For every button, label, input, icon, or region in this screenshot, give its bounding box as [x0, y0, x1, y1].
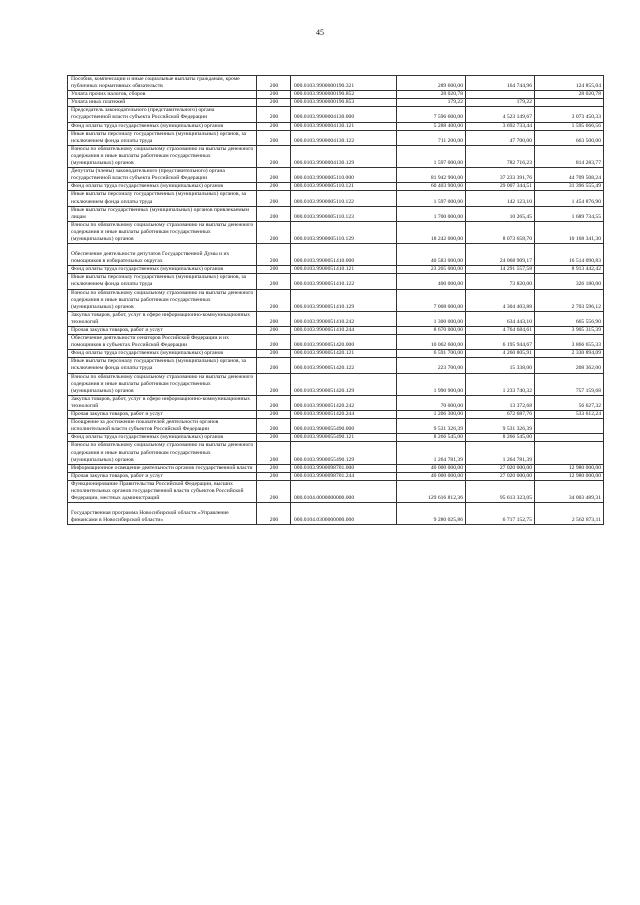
- row-name-cell: Иные выплаты персоналу государственных (муниципальных) органов, за исключением фонда оплаты труда: [68, 130, 257, 145]
- row-name-cell: Депутаты (члены) законодательного (представительного) органа государственной власти субъекта Российской Федерации: [68, 168, 257, 183]
- row-executed-cell: 1 233 740,32: [466, 373, 535, 395]
- row-code-cell: 200: [257, 335, 291, 350]
- row-executed-cell: 8 266 545,00: [466, 434, 535, 442]
- row-name-cell: Информационное освещение деятельности органов государственной власти: [68, 464, 257, 472]
- row-kbk-cell: 000.0103.9900098701.000: [291, 464, 397, 472]
- row-remaining-cell: 8 913 442,42: [535, 266, 604, 274]
- table-row: [68, 107, 604, 122]
- row-remaining-cell: 124 855,04: [535, 76, 604, 91]
- row-remaining-cell: 814 283,77: [535, 145, 604, 167]
- row-executed-cell: 634 443,10: [466, 311, 535, 326]
- table-row: [68, 472, 604, 480]
- row-code-cell: 200: [257, 442, 291, 464]
- row-executed-cell: 10 265,45: [466, 206, 535, 221]
- table-row: [68, 145, 604, 167]
- row-executed-cell: 13 372,68: [466, 395, 535, 410]
- table-row: [68, 442, 604, 464]
- row-code-cell: 200: [257, 480, 291, 502]
- row-executed-cell: 142 123,10: [466, 191, 535, 206]
- row-name-cell: Председатель законодательного (представительного) органа государственной власти субъекта Российской Федерации: [68, 107, 257, 122]
- table-row: [68, 419, 604, 434]
- row-code-cell: 200: [257, 107, 291, 122]
- row-code-cell: 200: [257, 76, 291, 91]
- row-name-cell: Фонд оплаты труда государственных (муниципальных) органов: [68, 183, 257, 191]
- row-code-cell: 200: [257, 99, 291, 107]
- table-row: [68, 221, 604, 243]
- row-executed-cell: 4 764 684,61: [466, 327, 535, 335]
- row-code-cell: 200: [257, 206, 291, 221]
- row-remaining-cell: [535, 442, 604, 464]
- row-remaining-cell: 3 073 450,33: [535, 107, 604, 122]
- row-kbk-cell: 000.0103.9900004130.000: [291, 107, 397, 122]
- row-code-cell: 200: [257, 244, 291, 266]
- table-row: [68, 395, 604, 410]
- row-remaining-cell: 2 703 596,12: [535, 289, 604, 311]
- table-row: [68, 76, 604, 91]
- row-name-cell: Пособия, компенсации и иные социальные выплаты гражданам, кроме публичных нормативных обязательств: [68, 76, 257, 91]
- row-kbk-cell: 000.0103.9900051420.242: [291, 395, 397, 410]
- row-approved-cell: 1 264 781,39: [397, 442, 466, 464]
- row-code-cell: 200: [257, 221, 291, 243]
- row-approved-cell: 81 942 900,00: [397, 168, 466, 183]
- row-remaining-cell: [535, 99, 604, 107]
- row-remaining-cell: 208 362,00: [535, 358, 604, 373]
- row-kbk-cell: 000.0103.9900004130.129: [291, 145, 397, 167]
- row-remaining-cell: 665 556,90: [535, 311, 604, 326]
- row-remaining-cell: 326 180,00: [535, 274, 604, 289]
- row-approved-cell: 70 000,00: [397, 395, 466, 410]
- row-name-cell: Функционирование Правительства Российской Федерации, высших исполнительных органов государственной власти субъектов Российской Федерации, местных администраций: [68, 480, 257, 502]
- row-code-cell: 200: [257, 434, 291, 442]
- row-name-cell: Иные выплаты персоналу государственных (муниципальных) органов, за исключением фонда оплаты труда: [68, 191, 257, 206]
- row-kbk-cell: 000.0103.9900005110.129: [291, 221, 397, 243]
- row-name-cell: Закупка товаров, работ, услуг в сфере информационно-коммуникационных технологий: [68, 395, 257, 410]
- row-name-cell: Прочая закупка товаров, работ и услуг: [68, 472, 257, 480]
- row-remaining-cell: 12 980 000,00: [535, 472, 604, 480]
- row-approved-cell: 179,22: [397, 99, 466, 107]
- table-row: [68, 206, 604, 221]
- row-approved-cell: 23 205 000,00: [397, 266, 466, 274]
- row-executed-cell: 24 068 909,17: [466, 244, 535, 266]
- table-row: [68, 335, 604, 350]
- row-approved-cell: 60 403 900,00: [397, 183, 466, 191]
- row-executed-cell: 37 233 391,76: [466, 168, 535, 183]
- budget-table: [67, 75, 604, 525]
- row-code-cell: 200: [257, 266, 291, 274]
- row-code-cell: 200: [257, 327, 291, 335]
- table-row: [68, 358, 604, 373]
- row-executed-cell: 27 020 000,00: [466, 472, 535, 480]
- row-approved-cell: 1 700 000,00: [397, 206, 466, 221]
- row-approved-cell: 7 008 000,00: [397, 289, 466, 311]
- row-approved-cell: 8 670 000,00: [397, 327, 466, 335]
- row-kbk-cell: 000.0103.9900005110.123: [291, 206, 397, 221]
- row-kbk-cell: 000.0103.9900005110.122: [291, 191, 397, 206]
- row-code-cell: 200: [257, 472, 291, 480]
- row-remaining-cell: 3 905 315,39: [535, 327, 604, 335]
- row-kbk-cell: 000.0103.9900051420.244: [291, 411, 397, 419]
- table-row: [68, 503, 604, 525]
- row-code-cell: 200: [257, 373, 291, 395]
- row-kbk-cell: 000.0103.9900000190.321: [291, 76, 397, 91]
- row-approved-cell: 10 062 600,00: [397, 335, 466, 350]
- row-approved-cell: 711 200,00: [397, 130, 466, 145]
- row-remaining-cell: 533 612,24: [535, 411, 604, 419]
- row-code-cell: 200: [257, 122, 291, 130]
- row-code-cell: 200: [257, 464, 291, 472]
- table-row: [68, 191, 604, 206]
- row-name-cell: Уплата прочих налогов, сборов: [68, 91, 257, 99]
- row-kbk-cell: 000.0103.9900051420.122: [291, 358, 397, 373]
- row-executed-cell: 27 020 000,00: [466, 464, 535, 472]
- row-name-cell: Фонд оплаты труда государственных (муниципальных) органов: [68, 434, 257, 442]
- row-executed-cell: 782 716,23: [466, 145, 535, 167]
- row-kbk-cell: 000.0103.9900051410.242: [291, 311, 397, 326]
- row-name-cell: Взносы по обязательному социальному страхованию на выплаты денежного содержания и иные выплаты работникам государственных (муниципальных) органов: [68, 442, 257, 464]
- row-kbk-cell: 000.0103.9900051420.121: [291, 350, 397, 358]
- row-code-cell: 200: [257, 274, 291, 289]
- row-code-cell: 200: [257, 191, 291, 206]
- table-row: [68, 289, 604, 311]
- row-remaining-cell: 1 689 734,55: [535, 206, 604, 221]
- row-code-cell: 200: [257, 183, 291, 191]
- row-remaining-cell: 56 627,32: [535, 395, 604, 410]
- row-approved-cell: 9 531 326,39: [397, 419, 466, 434]
- row-name-cell: Иные выплаты персоналу государственных (муниципальных) органов, за исключением фонда оплаты труда: [68, 358, 257, 373]
- row-approved-cell: 1 597 000,00: [397, 145, 466, 167]
- row-approved-cell: 1 990 900,00: [397, 373, 466, 395]
- row-executed-cell: 47 700,00: [466, 130, 535, 145]
- row-kbk-cell: 000.0103.9900055490.000: [291, 419, 397, 434]
- row-executed-cell: 73 820,00: [466, 274, 535, 289]
- row-kbk-cell: 000.0103.9900051410.129: [291, 289, 397, 311]
- row-name-cell: Поощрение за достижение показателей деятельности органов исполнительной власти субъектов Российской Федерации: [68, 419, 257, 434]
- row-remaining-cell: [535, 434, 604, 442]
- row-kbk-cell: 000.0103.9900051420.000: [291, 335, 397, 350]
- row-remaining-cell: 1 454 876,90: [535, 191, 604, 206]
- row-code-cell: 200: [257, 168, 291, 183]
- row-name-cell: Государственная программа Новосибирской области «Управление финансами в Новосибирской области»: [68, 503, 257, 525]
- row-approved-cell: 6 591 700,00: [397, 350, 466, 358]
- row-executed-cell: 672 687,76: [466, 411, 535, 419]
- row-remaining-cell: 44 709 508,24: [535, 168, 604, 183]
- row-executed-cell: [466, 91, 535, 99]
- row-kbk-cell: 000.0103.9900051410.244: [291, 327, 397, 335]
- row-remaining-cell: [535, 419, 604, 434]
- row-approved-cell: 1 300 000,00: [397, 311, 466, 326]
- row-code-cell: 200: [257, 358, 291, 373]
- table-row: [68, 183, 604, 191]
- row-executed-cell: 95 613 323,05: [466, 480, 535, 502]
- table-row: [68, 130, 604, 145]
- row-executed-cell: 8 073 658,70: [466, 221, 535, 243]
- row-kbk-cell: 000.0103.9900051410.000: [291, 244, 397, 266]
- row-approved-cell: 40 583 000,00: [397, 244, 466, 266]
- row-code-cell: 200: [257, 419, 291, 434]
- row-code-cell: 200: [257, 503, 291, 525]
- row-name-cell: Прочая закупка товаров, работ и услуг: [68, 327, 257, 335]
- row-remaining-cell: 757 159,68: [535, 373, 604, 395]
- row-name-cell: Уплата иных платежей: [68, 99, 257, 107]
- row-code-cell: 200: [257, 311, 291, 326]
- row-code-cell: 200: [257, 91, 291, 99]
- row-kbk-cell: 000.0103.9900000190.853: [291, 99, 397, 107]
- row-code-cell: 200: [257, 395, 291, 410]
- row-remaining-cell: 34 003 489,31: [535, 480, 604, 502]
- table-row: [68, 327, 604, 335]
- table-row: [68, 464, 604, 472]
- row-name-cell: Взносы по обязательному социальному страхованию на выплаты денежного содержания и иные выплаты работникам государственных (муниципальных) органов: [68, 221, 257, 243]
- row-approved-cell: 1 206 300,00: [397, 411, 466, 419]
- row-approved-cell: 9 280 025,86: [397, 503, 466, 525]
- row-remaining-cell: 12 980 000,00: [535, 464, 604, 472]
- row-approved-cell: 40 000 000,00: [397, 464, 466, 472]
- row-approved-cell: 289 600,00: [397, 76, 466, 91]
- row-name-cell: Взносы по обязательному социальному страхованию на выплаты денежного содержания и иные выплаты работникам государственных (муниципальных) органов: [68, 373, 257, 395]
- row-code-cell: 200: [257, 411, 291, 419]
- row-executed-cell: 14 291 557,58: [466, 266, 535, 274]
- row-name-cell: Прочая закупка товаров, работ и услуг: [68, 411, 257, 419]
- table-row: [68, 411, 604, 419]
- table-row: [68, 350, 604, 358]
- row-kbk-cell: 000.0104.0300000000.000: [291, 503, 397, 525]
- row-approved-cell: 7 596 600,00: [397, 107, 466, 122]
- row-executed-cell: 9 531 326,39: [466, 419, 535, 434]
- row-kbk-cell: 000.0103.9900055490.129: [291, 442, 397, 464]
- row-approved-cell: 129 616 812,36: [397, 480, 466, 502]
- table-row: [68, 244, 604, 266]
- table-row: [68, 168, 604, 183]
- row-kbk-cell: 000.0103.9900098701.244: [291, 472, 397, 480]
- row-kbk-cell: 000.0103.9900004130.121: [291, 122, 397, 130]
- row-name-cell: Взносы по обязательному социальному страхованию на выплаты денежного содержания и иные выплаты работникам государственных (муниципальных) органов: [68, 289, 257, 311]
- row-kbk-cell: 000.0103.9900051410.121: [291, 266, 397, 274]
- row-code-cell: 200: [257, 289, 291, 311]
- row-executed-cell: 6 195 944,67: [466, 335, 535, 350]
- table-row: [68, 274, 604, 289]
- row-approved-cell: 18 242 000,00: [397, 221, 466, 243]
- row-remaining-cell: 2 330 894,09: [535, 350, 604, 358]
- row-name-cell: Обеспечение деятельности депутатов Государственной Думы и их помощников в избирательных округах: [68, 244, 257, 266]
- row-executed-cell: 164 744,96: [466, 76, 535, 91]
- row-name-cell: Фонд оплаты труда государственных (муниципальных) органов: [68, 266, 257, 274]
- row-kbk-cell: 000.0103.9900000190.852: [291, 91, 397, 99]
- row-executed-cell: 4 523 149,67: [466, 107, 535, 122]
- row-name-cell: Взносы по обязательному социальному страхованию на выплаты денежного содержания и иные выплаты работникам государственных (муниципальных) органов: [68, 145, 257, 167]
- table-row: [68, 99, 604, 107]
- row-remaining-cell: 16 514 090,83: [535, 244, 604, 266]
- row-executed-cell: 29 007 344,51: [466, 183, 535, 191]
- row-kbk-cell: 000.0103.9900005110.000: [291, 168, 397, 183]
- row-kbk-cell: 000.0103.9900051410.122: [291, 274, 397, 289]
- page-number: 45: [316, 28, 324, 37]
- budget-table-body: [68, 76, 604, 525]
- row-approved-cell: 40 000 000,00: [397, 472, 466, 480]
- row-executed-cell: 179,22: [466, 99, 535, 107]
- row-code-cell: 200: [257, 145, 291, 167]
- row-remaining-cell: 31 396 555,49: [535, 183, 604, 191]
- row-kbk-cell: 000.0103.9900005110.121: [291, 183, 397, 191]
- row-executed-cell: 3 692 733,44: [466, 122, 535, 130]
- row-remaining-cell: 3 866 655,33: [535, 335, 604, 350]
- row-executed-cell: 1 264 781,39: [466, 442, 535, 464]
- row-kbk-cell: 000.0103.9900051420.129: [291, 373, 397, 395]
- table-row: [68, 91, 604, 99]
- row-approved-cell: 5 288 400,00: [397, 122, 466, 130]
- row-remaining-cell: 663 500,00: [535, 130, 604, 145]
- row-remaining-cell: 2 562 873,11: [535, 503, 604, 525]
- row-kbk-cell: 000.0104.0000000000.000: [291, 480, 397, 502]
- row-approved-cell: 400 000,00: [397, 274, 466, 289]
- row-executed-cell: 4 304 403,88: [466, 289, 535, 311]
- row-name-cell: Фонд оплаты труда государственных (муниципальных) органов: [68, 350, 257, 358]
- row-name-cell: Иные выплаты персоналу государственных (муниципальных) органов, за исключением фонда оплаты труда: [68, 274, 257, 289]
- row-approved-cell: 223 700,00: [397, 358, 466, 373]
- row-approved-cell: 1 597 000,00: [397, 191, 466, 206]
- row-remaining-cell: 1 595 666,56: [535, 122, 604, 130]
- row-name-cell: Фонд оплаты труда государственных (муниципальных) органов: [68, 122, 257, 130]
- row-name-cell: Обеспечение деятельности сенаторов Российской Федерации и их помощников в субъектах Российской Федерации: [68, 335, 257, 350]
- table-row: [68, 266, 604, 274]
- table-row: [68, 311, 604, 326]
- row-kbk-cell: 000.0103.9900055490.121: [291, 434, 397, 442]
- row-code-cell: 200: [257, 130, 291, 145]
- row-remaining-cell: 28 020,78: [535, 91, 604, 99]
- table-row: [68, 122, 604, 130]
- row-executed-cell: 6 717 152,75: [466, 503, 535, 525]
- table-row: [68, 373, 604, 395]
- row-remaining-cell: 10 168 341,30: [535, 221, 604, 243]
- row-name-cell: Иные выплаты государственных (муниципальных) органов привлекаемым лицам: [68, 206, 257, 221]
- row-kbk-cell: 000.0103.9900004130.122: [291, 130, 397, 145]
- row-approved-cell: 28 020,78: [397, 91, 466, 99]
- row-name-cell: Закупка товаров, работ, услуг в сфере информационно-коммуникационных технологий: [68, 311, 257, 326]
- row-code-cell: 200: [257, 350, 291, 358]
- table-row: [68, 434, 604, 442]
- row-approved-cell: 8 266 545,00: [397, 434, 466, 442]
- row-executed-cell: 4 260 805,91: [466, 350, 535, 358]
- table-row: [68, 480, 604, 502]
- row-executed-cell: 15 338,00: [466, 358, 535, 373]
